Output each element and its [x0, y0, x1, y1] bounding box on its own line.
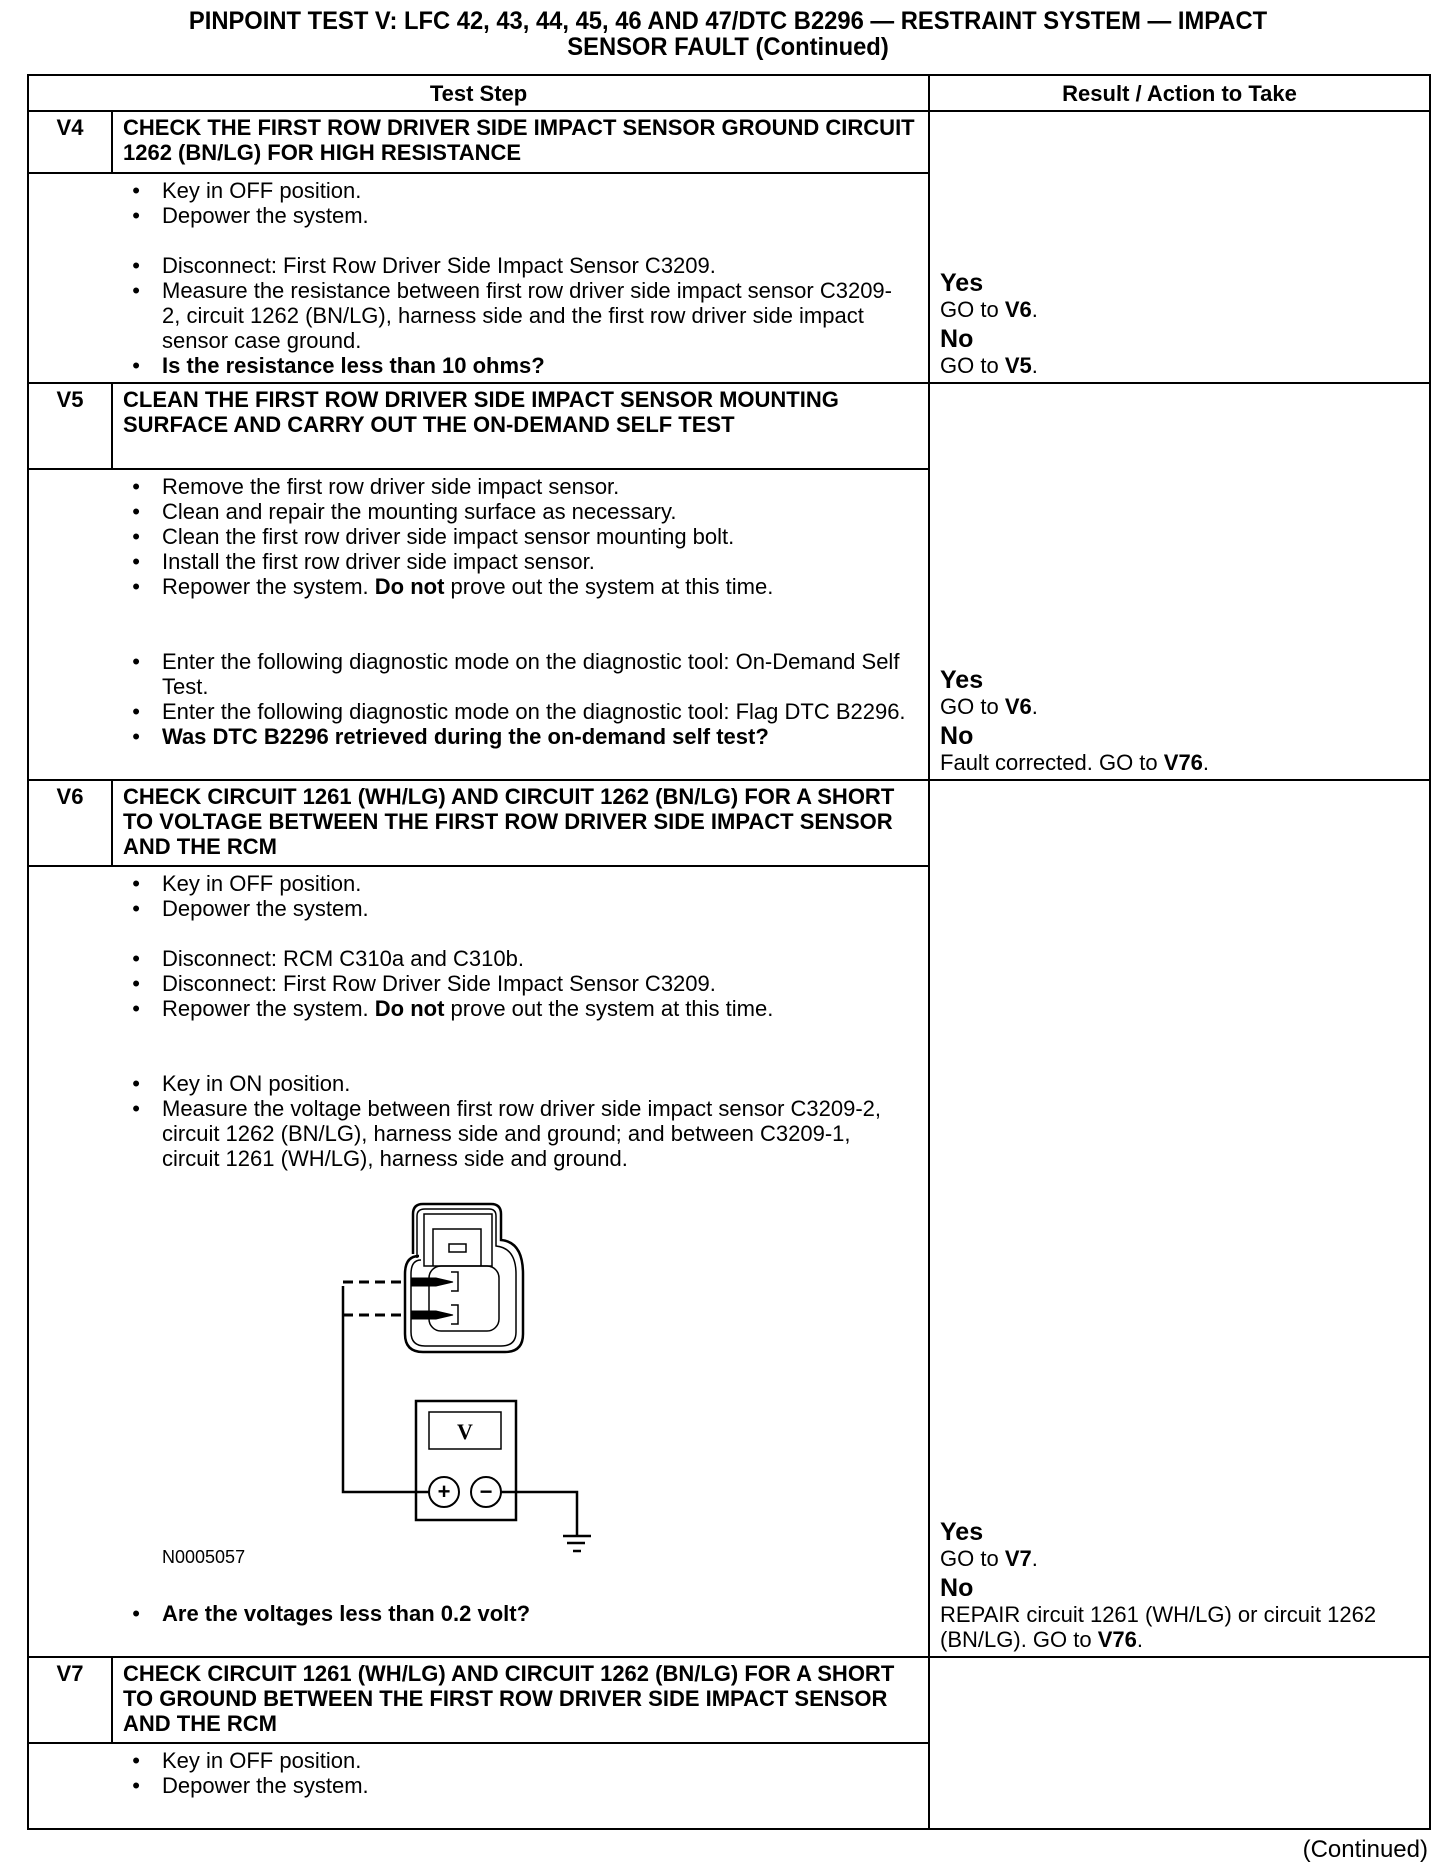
result-no-label: No: [940, 722, 974, 750]
instruction-bullet: [29, 971, 928, 996]
bullet-icon: •: [132, 971, 140, 996]
bullet-icon: •: [132, 724, 140, 749]
instruction-bullet: [29, 1601, 928, 1626]
text-segment: Enter the following diagnostic mode on the diagnostic tool: On-Demand Self Test.: [162, 649, 900, 699]
step-title-row: [28, 780, 1430, 866]
instruction-bullet: [29, 649, 928, 699]
text-segment: GO to: [940, 297, 1005, 322]
instruction-bullet: [29, 896, 928, 921]
probe-leads: [343, 1278, 453, 1492]
instruction-text: [162, 178, 928, 203]
bullet-icon: •: [132, 574, 140, 599]
result-action: [940, 353, 1421, 378]
step-number: V6: [28, 780, 112, 866]
instruction-bullet: [29, 278, 928, 353]
instruction-bullet: [29, 178, 928, 203]
instruction-text: [162, 1601, 928, 1626]
text-segment: .: [1202, 750, 1210, 775]
spacer: [29, 1021, 928, 1071]
instruction-bullet: [29, 1748, 928, 1773]
bullet-icon: •: [132, 1748, 140, 1773]
svg-text:−: −: [479, 1479, 493, 1504]
svg-text:V: V: [457, 1419, 473, 1444]
text-segment: REPAIR circuit 1261 (WH/LG) or circuit 1262 (BN/LG). GO to: [940, 1602, 1377, 1652]
text-segment: Depower the system.: [162, 896, 369, 921]
instruction-text: [162, 499, 928, 524]
bullet-icon: •: [132, 896, 140, 921]
instruction-bullet: [29, 724, 928, 749]
instruction-text: [162, 946, 928, 971]
text-segment: Key in OFF position.: [162, 178, 362, 203]
instruction-text: [162, 871, 928, 896]
text-segment: Fault corrected. GO to: [940, 750, 1164, 775]
result-yes-label: Yes: [940, 269, 984, 297]
bold-text: Was DTC B2296 retrieved during the on-demand self test?: [162, 724, 769, 749]
text-segment: Clean the first row driver side impact sensor mounting bolt.: [162, 524, 735, 549]
text-segment: GO to: [940, 1546, 1005, 1571]
bullet-icon: •: [132, 474, 140, 499]
bullet-icon: •: [132, 524, 140, 549]
spacer: [29, 228, 928, 253]
text-segment: prove out the system at this time.: [444, 574, 774, 599]
bullet-icon: •: [132, 996, 140, 1021]
bullet-icon: •: [132, 353, 140, 378]
bullet-icon: •: [132, 946, 140, 971]
instruction-bullet: [29, 253, 928, 278]
bold-text: V5: [1004, 353, 1032, 378]
step-instructions: [28, 1743, 929, 1829]
text-segment: Install the first row driver side impact sensor.: [162, 549, 595, 574]
instruction-bullet: [29, 1071, 928, 1096]
instruction-text: [162, 649, 928, 699]
text-segment: Key in ON position.: [162, 1071, 351, 1096]
text-segment: Measure the resistance between first row driver side impact sensor C3209-2, circuit 1262 (BN/LG), harness side and the first row driver side impact sensor case ground.: [162, 278, 892, 353]
text-segment: Repower the system.: [162, 996, 375, 1021]
instruction-text: [162, 524, 928, 549]
text-segment: .: [1031, 353, 1038, 378]
instruction-bullet: [29, 1773, 928, 1798]
instruction-text: [162, 278, 928, 353]
header-result: Result / Action to Take: [929, 75, 1430, 111]
instruction-text: [162, 353, 928, 378]
instruction-text: [162, 724, 928, 749]
instruction-bullet: [29, 871, 928, 896]
result-action: [940, 1546, 1421, 1571]
step-title-row: [28, 1657, 1430, 1743]
instruction-text: [162, 574, 928, 599]
instruction-bullet: [29, 474, 928, 499]
instruction-text: [162, 474, 928, 499]
bullet-icon: •: [132, 499, 140, 524]
instruction-bullet: [29, 946, 928, 971]
bullet-icon: •: [132, 278, 140, 303]
bullet-icon: •: [132, 649, 140, 674]
bold-text: V76: [1163, 750, 1203, 775]
bullet-icon: •: [132, 178, 140, 203]
result-cell: [929, 111, 1430, 383]
figure: [29, 1171, 928, 1601]
bullet-icon: •: [132, 699, 140, 724]
text-segment: Remove the first row driver side impact sensor.: [162, 474, 620, 499]
instruction-bullet: [29, 996, 928, 1021]
instruction-text: [162, 549, 928, 574]
bullet-icon: •: [132, 203, 140, 228]
instruction-text: [162, 996, 928, 1021]
step-title-row: [28, 383, 1430, 469]
instruction-text: [162, 971, 928, 996]
instruction-bullet: [29, 1096, 928, 1171]
voltmeter-icon: [416, 1401, 516, 1520]
continued-label: (Continued): [1302, 1836, 1428, 1863]
result-no-label: No: [940, 1574, 974, 1602]
text-segment: Enter the following diagnostic mode on the diagnostic tool: Flag DTC B2296.: [162, 699, 906, 724]
ground-icon: [501, 1492, 591, 1551]
text-segment: Disconnect: RCM C310a and C310b.: [162, 946, 524, 971]
header-test-step: Test Step: [28, 75, 929, 111]
instruction-text: [162, 1748, 928, 1773]
instruction-text: [162, 1096, 928, 1171]
text-segment: Disconnect: First Row Driver Side Impact Sensor C3209.: [162, 971, 716, 996]
text-segment: .: [1136, 1627, 1143, 1652]
result-action: [940, 694, 1421, 719]
result-action: [940, 750, 1421, 775]
bold-text: V6: [1004, 297, 1032, 322]
result-action: [940, 297, 1421, 322]
bullet-icon: •: [132, 549, 140, 574]
voltmeter-diagram: [301, 1174, 621, 1594]
text-segment: .: [1031, 297, 1038, 322]
text-segment: Disconnect: First Row Driver Side Impact Sensor C3209.: [162, 253, 716, 278]
result-action: [940, 1602, 1421, 1652]
step-number: V5: [28, 383, 112, 469]
instruction-bullet: [29, 699, 928, 724]
text-segment: prove out the system at this time.: [444, 996, 774, 1021]
bullet-icon: •: [132, 1773, 140, 1798]
text-segment: .: [1031, 1546, 1038, 1571]
result-yes-label: Yes: [940, 666, 984, 694]
step-title: CHECK CIRCUIT 1261 (WH/LG) AND CIRCUIT 1262 (BN/LG) FOR A SHORT TO VOLTAGE BETWEEN THE FIRST ROW DRIVER SIDE IMPACT SENSOR AND THE RCM: [112, 780, 929, 866]
bold-text: V7: [1004, 1546, 1032, 1571]
bold-text: Do not: [374, 574, 445, 599]
bold-text: Is the resistance less than 10 ohms?: [162, 353, 545, 378]
step-title: CHECK THE FIRST ROW DRIVER SIDE IMPACT SENSOR GROUND CIRCUIT 1262 (BN/LG) FOR HIGH RESISTANCE: [112, 111, 929, 173]
bullet-icon: •: [132, 1096, 140, 1121]
instruction-text: [162, 203, 928, 228]
instruction-bullet: [29, 203, 928, 228]
step-number: V7: [28, 1657, 112, 1743]
text-segment: Measure the voltage between first row driver side impact sensor C3209-2, circuit 1262 (BN/LG), harness side and ground; and between C3209-1, circuit 1261 (WH/LG), harness side and ground.: [162, 1096, 882, 1171]
spacer: [29, 921, 928, 946]
pinpoint-test-table: [27, 74, 1431, 1830]
table-header-row: [28, 75, 1430, 111]
result-cell: [929, 383, 1430, 780]
instruction-bullet: [29, 574, 928, 599]
text-segment: .: [1031, 694, 1038, 719]
bullet-icon: •: [132, 1071, 140, 1096]
bold-text: Are the voltages less than 0.2 volt?: [162, 1601, 531, 1626]
instruction-bullet: [29, 524, 928, 549]
text-segment: Clean and repair the mounting surface as necessary.: [162, 499, 677, 524]
result-no-label: No: [940, 325, 974, 353]
text-segment: Depower the system.: [162, 203, 369, 228]
spacer: [29, 599, 928, 649]
text-segment: Repower the system.: [162, 574, 375, 599]
svg-text:+: +: [437, 1479, 451, 1504]
bold-text: V6: [1004, 694, 1032, 719]
instruction-text: [162, 253, 928, 278]
instruction-bullet: [29, 499, 928, 524]
bullet-icon: •: [132, 871, 140, 896]
figure-caption: N0005057: [162, 1547, 246, 1567]
step-instructions: [28, 866, 929, 1657]
text-segment: GO to: [940, 694, 1005, 719]
result-cell: [929, 1657, 1430, 1829]
text-segment: Key in OFF position.: [162, 871, 362, 896]
text-segment: Depower the system.: [162, 1773, 369, 1798]
step-title-row: [28, 111, 1430, 173]
bold-text: Do not: [374, 996, 445, 1021]
instruction-text: [162, 896, 928, 921]
step-title: CLEAN THE FIRST ROW DRIVER SIDE IMPACT SENSOR MOUNTING SURFACE AND CARRY OUT THE ON-DEMAND SELF TEST: [112, 383, 929, 469]
bold-text: V76: [1097, 1627, 1137, 1652]
instruction-text: [162, 1773, 928, 1798]
text-segment: GO to: [940, 353, 1005, 378]
step-number: V4: [28, 111, 112, 173]
text-segment: Key in OFF position.: [162, 1748, 362, 1773]
result-cell: [929, 780, 1430, 1657]
bullet-icon: •: [132, 1601, 140, 1626]
instruction-bullet: [29, 353, 928, 378]
step-instructions: [28, 173, 929, 383]
instruction-text: [162, 1071, 928, 1096]
instruction-bullet: [29, 549, 928, 574]
result-yes-label: Yes: [940, 1518, 984, 1546]
step-title: CHECK CIRCUIT 1261 (WH/LG) AND CIRCUIT 1262 (BN/LG) FOR A SHORT TO GROUND BETWEEN THE FIRST ROW DRIVER SIDE IMPACT SENSOR AND THE RCM: [112, 1657, 929, 1743]
bullet-icon: •: [132, 253, 140, 278]
page-title: PINPOINT TEST V: LFC 42, 43, 44, 45, 46 AND 47/DTC B2296 — RESTRAINT SYSTEM — IMPACT SENSOR FAULT (Continued): [188, 7, 1268, 61]
step-instructions: [28, 469, 929, 780]
instruction-text: [162, 699, 928, 724]
